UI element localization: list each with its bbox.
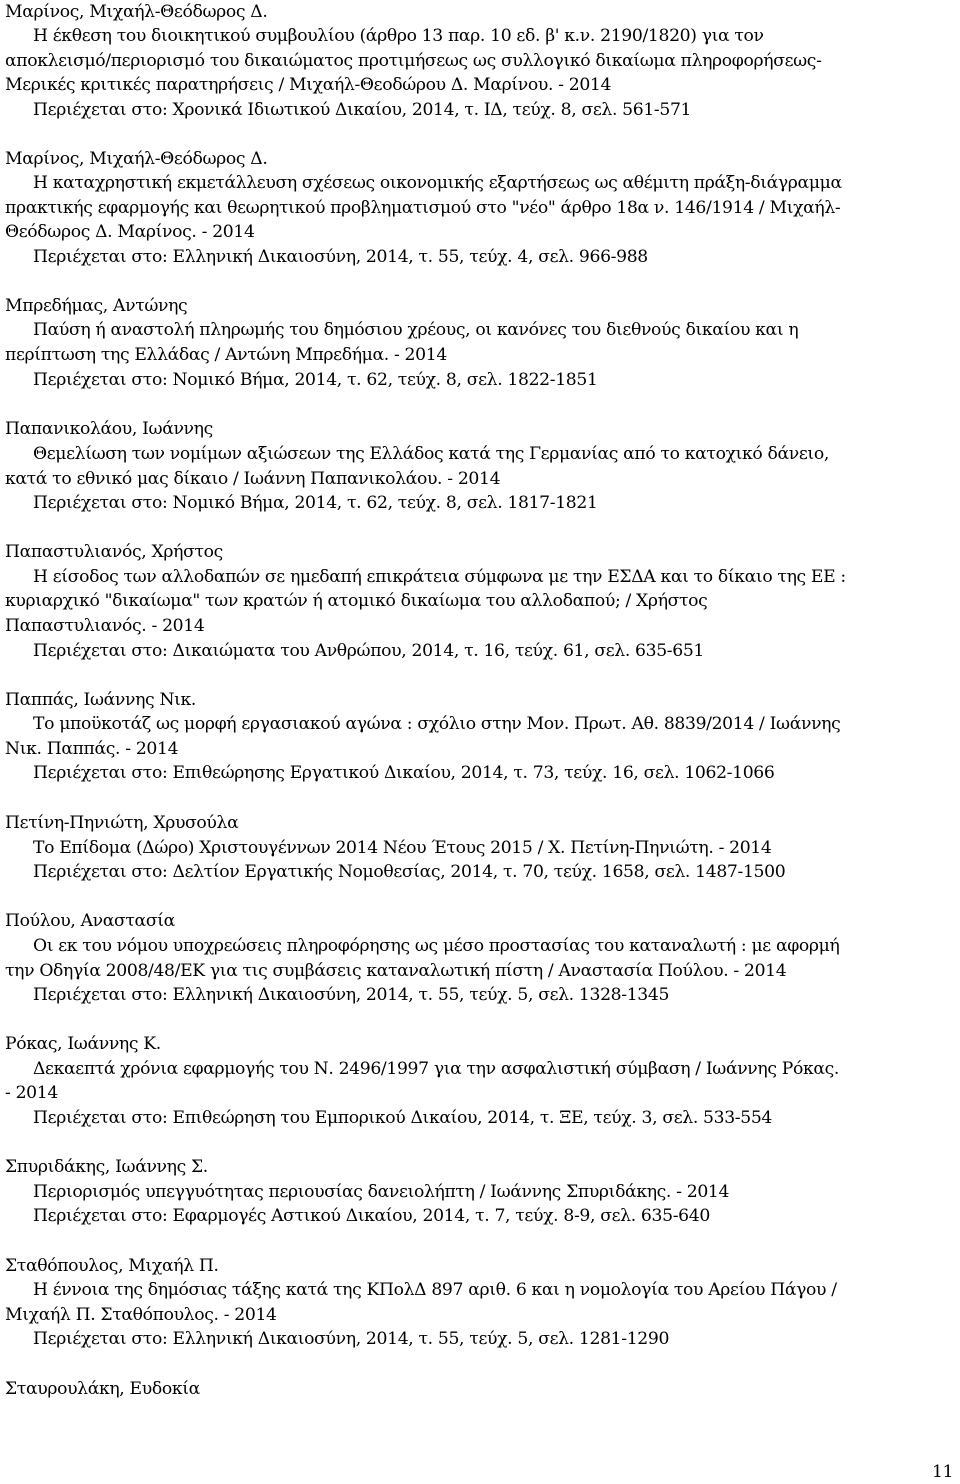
entry-author: Παπαστυλιανός, Χρήστος <box>5 542 223 562</box>
entry-author: Ρόκας, Ιωάννης Κ. <box>5 1034 161 1054</box>
entry-author: Μαρίνος, Μιχαήλ-Θεόδωρος Δ. <box>5 2 268 22</box>
entry-title-line: Η έκθεση του διοικητικού συμβουλίου (άρθρο 13 παρ. 10 εδ. β' κ.ν. 2190/1820) για τον <box>33 26 764 46</box>
entry-title-line: αποκλεισμό/περιορισμό του δικαιώματος προτιμήσεως ως συλλογικό δικαίωμα πληροφορήσεως- <box>5 51 822 71</box>
entry-source: Περιέχεται στο: Ελληνική Δικαιοσύνη, 2014, τ. 55, τεύχ. 5, σελ. 1281-1290 <box>33 1329 670 1349</box>
entry-author: Σπυριδάκης, Ιωάννης Σ. <box>5 1157 208 1177</box>
page-number: 11 <box>932 1462 954 1482</box>
entry-title-line: πρακτικής εφαρμογής και θεωρητικού προβληματισμού στο "νέο" άρθρο 18α ν. 146/1914 / Μιχαήλ- <box>5 198 841 218</box>
entry-title-line: Οι εκ του νόμου υποχρεώσεις πληροφόρησης ως μέσο προστασίας του καταναλωτή : με αφορμή <box>33 936 840 956</box>
entry-source: Περιέχεται στο: Επιθεώρησης Εργατικού Δικαίου, 2014, τ. 73, τεύχ. 16, σελ. 1062-1066 <box>33 763 775 783</box>
entry-author: Παπανικολάου, Ιωάννης <box>5 419 213 439</box>
entry-title-line: Παύση ή αναστολή πληρωμής του δημόσιου χρέους, οι κανόνες του διεθνούς δικαίου και η <box>33 320 799 340</box>
entry-source: Περιέχεται στο: Εφαρμογές Αστικού Δικαίου, 2014, τ. 7, τεύχ. 8-9, σελ. 635-640 <box>33 1206 710 1226</box>
entry-title-line: Η είσοδος των αλλοδαπών σε ημεδαπή επικράτεια σύμφωνα με την ΕΣΔΑ και το δίκαιο της ΕΕ : <box>33 567 846 587</box>
entry-title-line: την Οδηγία 2008/48/ΕΚ για τις συμβάσεις καταναλωτική πίστη / Αναστασία Πούλου. - 2014 <box>5 961 787 981</box>
entry-title-line: Η καταχρηστική εκμετάλλευση σχέσεως οικονομικής εξαρτήσεως ως αθέμιτη πράξη-διάγραμμα <box>33 173 842 193</box>
entry-title-line: περίπτωση της Ελλάδας / Αντώνη Μπρεδήμα. - 2014 <box>5 345 447 365</box>
entry-title-line: Θεμελίωση των νομίμων αξιώσεων της Ελλάδος κατά της Γερμανίας από το κατοχικό δάνειο, <box>33 444 829 464</box>
entry-title-line: Η έννοια της δημόσιας τάξης κατά της ΚΠολΔ 897 αριθ. 6 και η νομολογία του Αρείου Πάγου / <box>33 1280 837 1300</box>
entry-source: Περιέχεται στο: Επιθεώρηση του Εμπορικού Δικαίου, 2014, τ. ΞΕ, τεύχ. 3, σελ. 533-554 <box>33 1108 773 1128</box>
entry-title-line: κυριαρχικό "δικαίωμα" των κρατών ή ατομικό δικαίωμα του αλλοδαπού; / Χρήστος <box>5 591 708 611</box>
entry-title-line: Παπαστυλιανός. - 2014 <box>5 616 205 636</box>
entry-title-line: Το μποϋκοτάζ ως μορφή εργασιακού αγώνα : σχόλιο στην Μον. Πρωτ. Αθ. 8839/2014 / Ιωάννης <box>33 714 841 734</box>
entry-author: Πούλου, Αναστασία <box>5 911 175 931</box>
entry-source: Περιέχεται στο: Ελληνική Δικαιοσύνη, 2014, τ. 55, τεύχ. 4, σελ. 966-988 <box>33 247 648 267</box>
entry-title-line: Νικ. Παππάς. - 2014 <box>5 739 179 759</box>
entry-author: Σταθόπουλος, Μιχαήλ Π. <box>5 1256 219 1276</box>
entry-author: Παππάς, Ιωάννης Νικ. <box>5 690 197 710</box>
entry-author: Σταυρουλάκη, Ευδοκία <box>5 1379 200 1399</box>
entry-title-line: κατά το εθνικό μας δίκαιο / Ιωάννη Παπανικολάου. - 2014 <box>5 469 501 489</box>
entry-author: Μαρίνος, Μιχαήλ-Θεόδωρος Δ. <box>5 149 268 169</box>
entry-title-line: - 2014 <box>5 1083 58 1103</box>
entry-source: Περιέχεται στο: Ελληνική Δικαιοσύνη, 2014, τ. 55, τεύχ. 5, σελ. 1328-1345 <box>33 985 670 1005</box>
entry-title-line: Δεκαεπτά χρόνια εφαρμογής του Ν. 2496/1997 για την ασφαλιστική σύμβαση / Ιωάννης Ρόκας. <box>33 1059 839 1079</box>
entry-title-line: Μιχαήλ Π. Σταθόπουλος. - 2014 <box>5 1305 277 1325</box>
entry-title-line: Μερικές κριτικές παρατηρήσεις / Μιχαήλ-Θεοδώρου Δ. Μαρίνου. - 2014 <box>5 75 612 95</box>
entry-title-line: Θεόδωρος Δ. Μαρίνος. - 2014 <box>5 222 255 242</box>
entry-source: Περιέχεται στο: Νομικό Βήμα, 2014, τ. 62, τεύχ. 8, σελ. 1822-1851 <box>33 370 598 390</box>
entry-author: Πετίνη-Πηνιώτη, Χρυσούλα <box>5 813 239 833</box>
entry-author: Μπρεδήμας, Αντώνης <box>5 296 188 316</box>
entry-source: Περιέχεται στο: Δικαιώματα του Ανθρώπου, 2014, τ. 16, τεύχ. 61, σελ. 635-651 <box>33 641 705 661</box>
entry-source: Περιέχεται στο: Χρονικά Ιδιωτικού Δικαίου, 2014, τ. ΙΔ, τεύχ. 8, σελ. 561-571 <box>33 100 692 120</box>
entry-source: Περιέχεται στο: Νομικό Βήμα, 2014, τ. 62, τεύχ. 8, σελ. 1817-1821 <box>33 493 598 513</box>
entry-source: Περιέχεται στο: Δελτίον Εργατικής Νομοθεσίας, 2014, τ. 70, τεύχ. 1658, σελ. 1487-1500 <box>33 862 786 882</box>
entry-title-line: Περιορισμός υπεγγυότητας περιουσίας δανειολήπτη / Ιωάννης Σπυριδάκης. - 2014 <box>33 1182 730 1202</box>
entry-title-line: Το Επίδομα (Δώρο) Χριστουγέννων 2014 Νέου Έτους 2015 / Χ. Πετίνη-Πηνιώτη. - 2014 <box>33 838 772 858</box>
